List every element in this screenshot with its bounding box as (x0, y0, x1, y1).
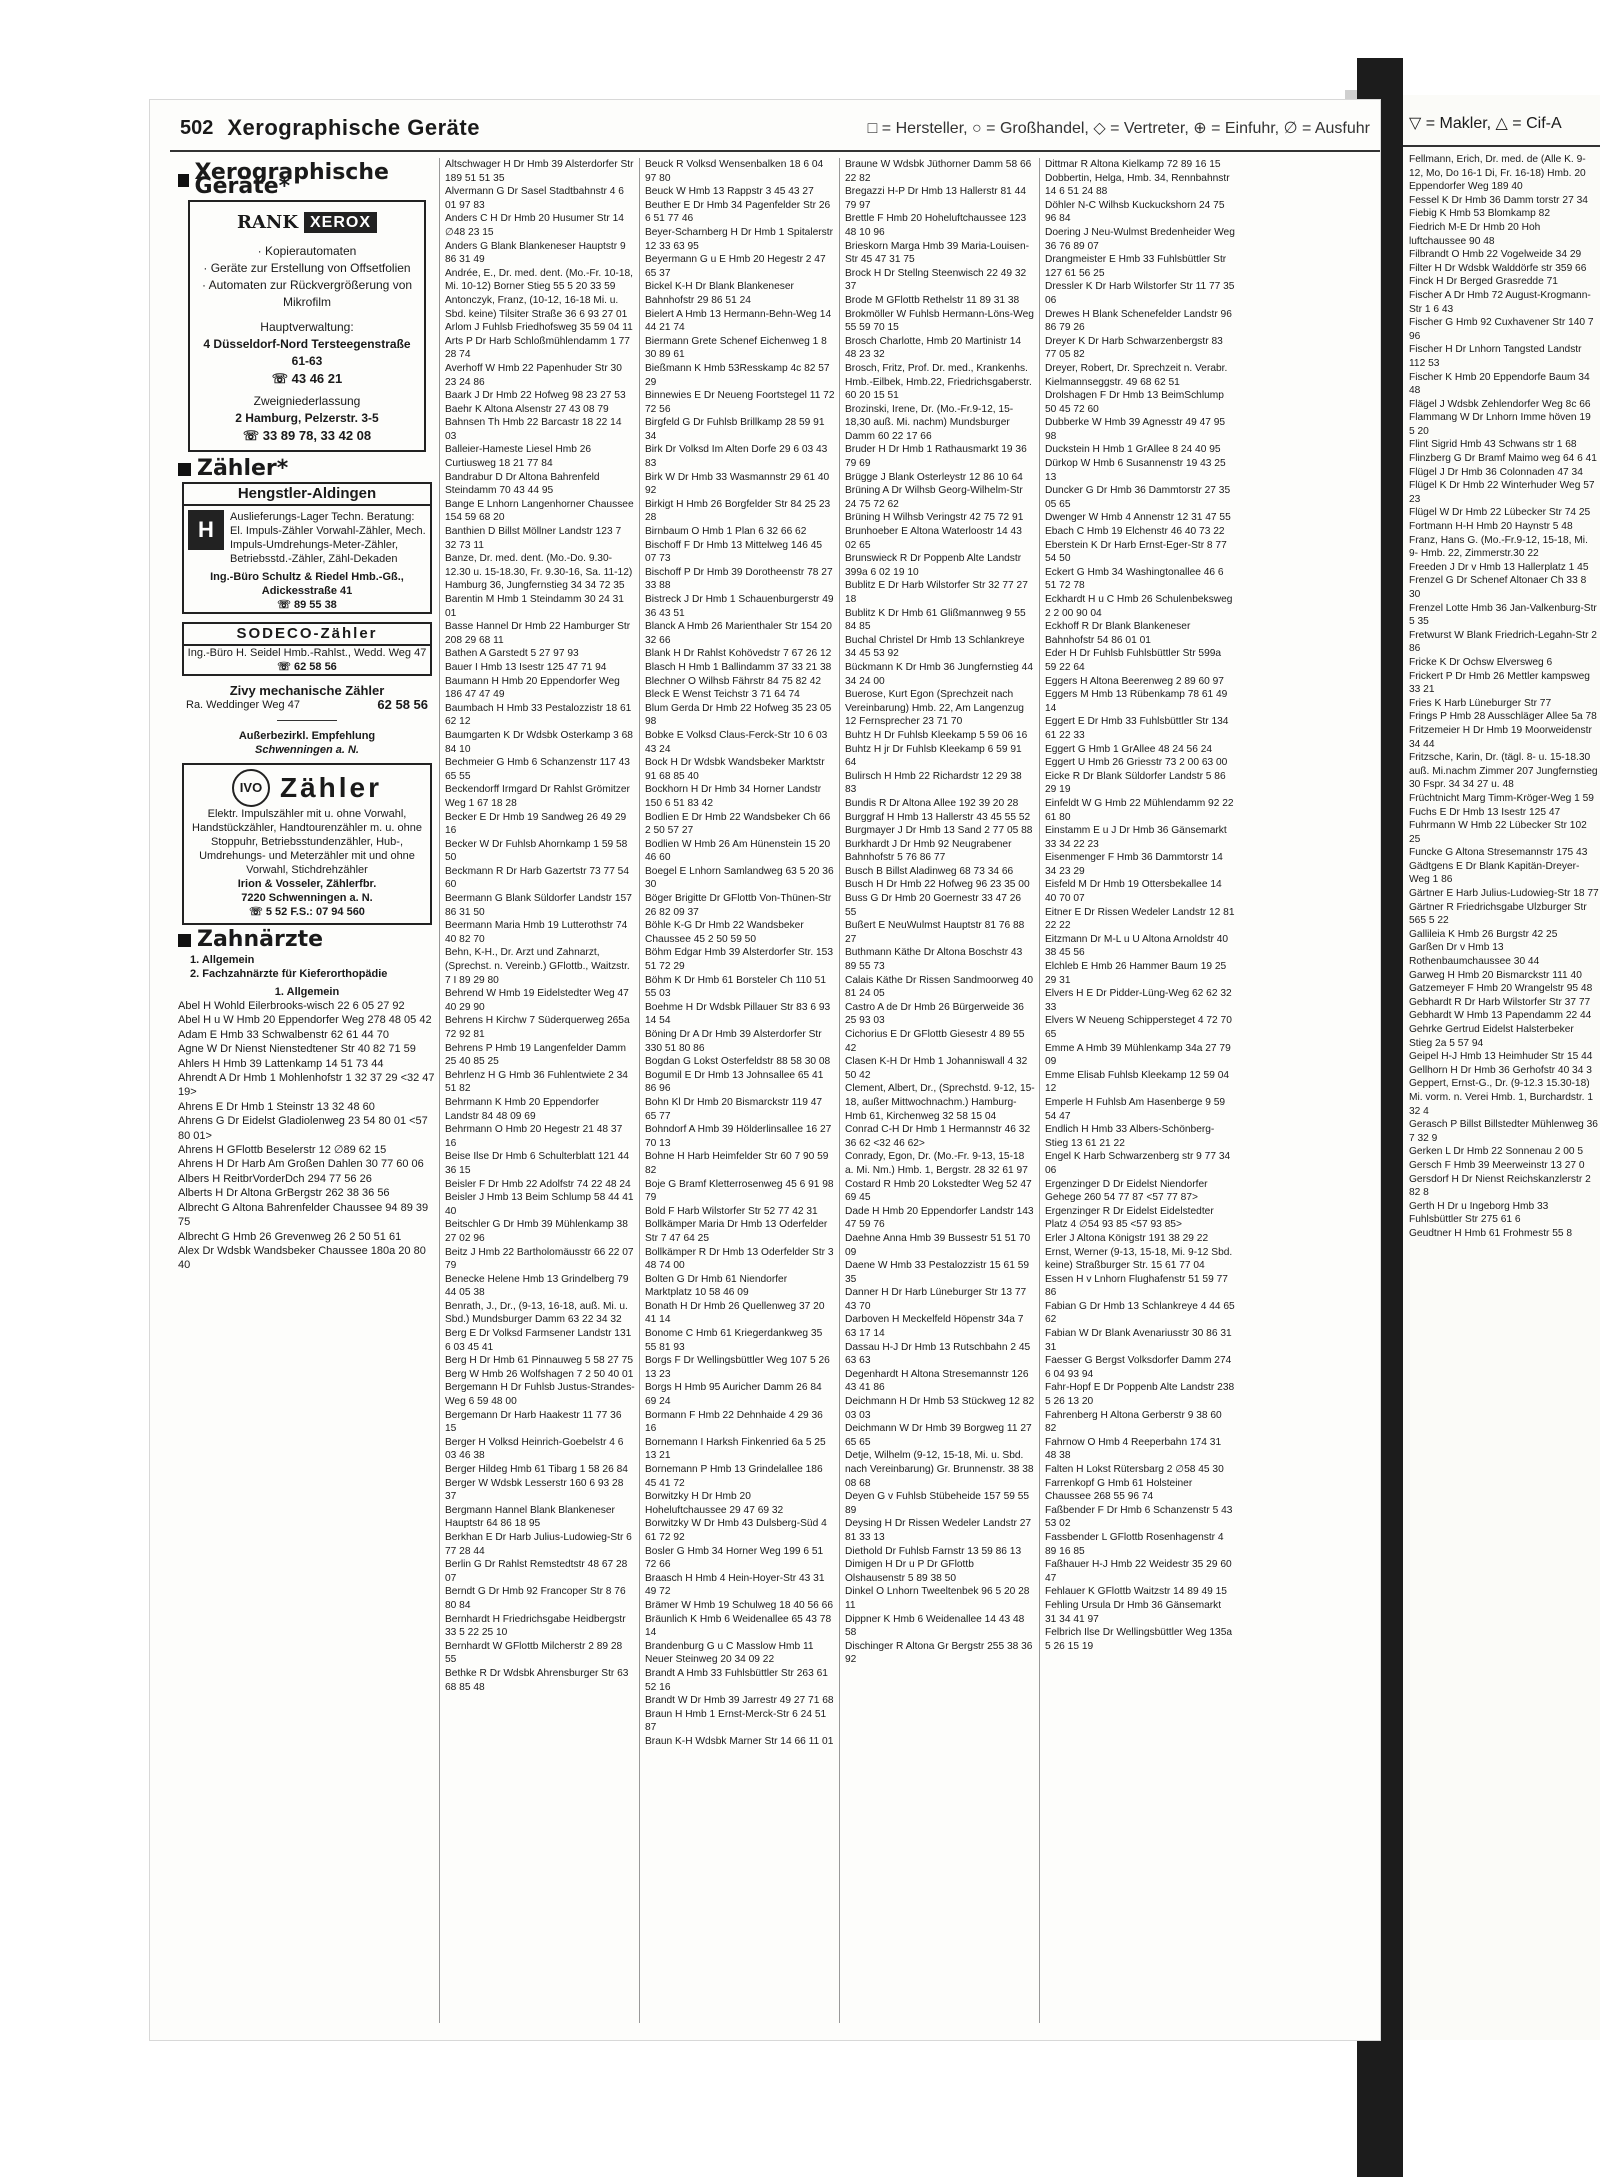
sodeco-ad (182, 622, 432, 676)
section-square-icon (178, 934, 191, 947)
zivy-phone: 62 58 56 (377, 697, 428, 712)
column-6 (1409, 153, 1599, 1241)
vo-phone: ☏ 5 52 F.S.: 07 94 560 (249, 906, 365, 918)
hengstler-office: Ing.-Büro Schultz & Riedel Hmb.-Gß., Adickesstraße 41 (210, 571, 404, 597)
hengstler-phone: ☏ 89 55 38 (277, 599, 337, 611)
rank-products: · Kopierautomaten · Geräte zur Erstellung von Offsetfolien · Automaten zur Rückvergrößerung von Mikrofilm (201, 244, 413, 309)
hengstler-body: Auslieferungs-Lager Techn. Beratung: El. Impuls-Zähler Vorwahl-Zähler, Mech. Impuls-Umdrehungs-Meter-Zähler, Betriebsstd.-Zähler, Zähl-Dekaden (230, 511, 426, 565)
page-header (180, 112, 1370, 144)
divider (277, 720, 337, 721)
column-rule (439, 158, 440, 2023)
section-square-icon (178, 463, 191, 476)
vo-body: Elektr. Impulszähler mit u. ohne Vorwahl, Handstückzähler, Handtourenzähler m. u. ohne Stoppuhr, Betriebsstundenzähler, Hub-, Umdrehungs- und Meterzähler mit und ohne Vorwahl, Stichdrehzähler (192, 808, 422, 876)
branch-address: 2 Hamburg, Pelzerstr. 3-5 (235, 411, 379, 425)
zahn-entries: Abel H Wohld Eilerbrooks-wisch 22 6 05 27 92 Abel H u W Hmb 20 Eppendorfer Weg 278 48 05 42 Adam E Hmb 33 Schwalbenstr 62 61 44 70 Agne W Dr Nienst Nienstedtener Str 40 82 71 59 Ahlers H Hmb 39 Lattenkamp 14 51 73 44 Ahrendt A Dr Hmb 1 Mohlenhofstr 1 32 37 29 <32 47 19> Ahrens E Dr Hmb 1 Steinstr 13 32 48 60 Ahrens G Dr Eidelst Gladiolenweg 23 54 80 01 <57 80 01> Ahrens H GFlottb Beselerstr 12 ∅89 62 15 Ahrens H Dr Harb Am Großen Dahlen 30 77 60 06 Albers H ReitbrVorderDch 294 77 56 26 Alberts H Dr Altona GrBergstr 262 38 36 56 Albrecht G Altona Bahrenfelder Chaussee 94 89 39 75 Albrecht G Hmb 26 Grevenweg 26 2 50 51 61 Alex Dr Wdsbk Wandsbeker Chaussee 180a 20 80 40 (178, 1000, 435, 1272)
hq-label: Hauptverwaltung: (260, 320, 354, 334)
vo-head (190, 769, 424, 807)
ausser-empfehlung: Außerbezirkl. Empfehlung (238, 730, 376, 742)
vo-city: 7220 Schwenningen a. N. (241, 892, 373, 904)
header-legend: □ = Hersteller, ○ = Großhandel, ◇ = Vertreter, ⊕ = Einfuhr, ∅ = Ausfuhr (867, 120, 1370, 137)
hq-address: 4 Düsseldorf-Nord Tersteegenstraße 61-63 (203, 337, 411, 368)
branch-phone: ☏ 33 89 78, 33 42 08 (242, 428, 372, 443)
column-4 (845, 158, 1035, 2028)
listing-text: Altschwager H Dr Hmb 39 Alsterdorfer Str 189 51 51 35 Alvermann G Dr Sasel Stadtbahnstr 4 6 01 97 83 Anders C H Dr Hmb 20 Husumer Str 14 ∅48 23 15 Anders G Blank Blankeneser Hauptstr 9 86 31 49 Andrée, E., Dr. med. dent. (Mo.-Fr. 10-18, Mi. 10-12) Borner Stieg 55 5 20 33 59 Antonczyk, Franz, (10-12, 16-18 Mi. u. Sbd. keine) Tilsiter Straße 36 6 93 27 01 Arlom J Fuhlsb Friedhofsweg 35 59 04 11 Arts P Dr Harb Schloßmühlendamm 1 77 28 74 Averhoff W Hmb 22 Papenhuder Str 30 23 24 86 Baark J Dr Hmb 22 Hofweg 98 23 27 53 Baehr K Altona Alsenstr 27 43 08 79 Bahnsen Th Hmb 22 Barcastr 18 22 14 03 Balleier-Hameste Liesel Hmb 26 Curtiusweg 18 21 77 84 Bandrabur D Dr Altona Bahrenfeld Steindamm 70 43 44 95 Bange E Lnhorn Langenhorner Chaussee 154 59 68 20 Banthien D Billst Möllner Landstr 123 7 32 73 11 Banze, Dr. med. dent. (Mo.-Do. 9.30-12.30 u. 15-18.30, Fr. 9.30-16, Sa. 11-12) Hamburg 36, Jungfernstieg 34 34 72 35 Barentin M Hmb 1 Steindamm 30 24 31 01 Basse Hannel Dr Hmb 22 Hamburger Str 208 29 68 11 Bathen A Garstedt 5 27 97 93 Bauer I Hmb 13 Isestr 125 47 71 94 Baumann H Hmb 20 Eppendorfer Weg 186 47 47 49 Baumbach H Hmb 33 Pestalozzistr 18 61 62 12 Baumgarten K Dr Wdsbk Osterkamp 3 68 84 10 Bechmeier G Hmb 6 Schanzenstr 117 43 65 55 Beckendorff Irmgard Dr Rahlst Grömitzer Weg 1 67 18 28 Becker E Dr Hmb 19 Sandweg 26 49 29 16 Becker W Dr Fuhlsb Ahornkamp 1 59 58 50 Beckmann R Dr Harb Gazertstr 73 77 54 60 Beermann G Blank Süldorfer Landstr 157 86 31 50 Beermann Maria Hmb 19 Lutterothstr 74 40 82 70 Behn, K-H., Dr. Arzt und Zahnarzt, (Sprechst. n. Vereinb.) GFlottb., Waitzstr. 7 I 89 29 80 Behrend W Hmb 19 Eidelstedter Weg 47 40 29 90 Behrens H Kirchw 7 Süderquerweg 265a 72 92 81 Behrens P Hmb 19 Langenfelder Damm 25 40 85 25 Behrlenz H G Hmb 36 Fuhlentwiete 2 34 51 82 Behrmann K Hmb 20 Eppendorfer Landstr 84 48 09 69 Behrmann O Hmb 20 Hegestr 21 48 37 16 Beise Ilse Dr Hmb 6 Schulterblatt 121 44 36 15 Beisler F Dr Hmb 22 Adolfstr 74 22 48 24 Beisler J Hmb 13 Beim Schlump 58 44 41 40 Beitschler G Dr Hmb 39 Mühlenkamp 38 27 02 96 Beitz J Hmb 22 Bartholomäusstr 66 22 07 79 Benecke Helene Hmb 13 Grindelberg 79 44 05 38 Benrath, J., Dr., (9-13, 16-18, auß. Mi. u. Sbd.) Mundsburger Damm 63 22 34 32 Berg E Dr Volksd Farmsener Landstr 131 6 03 45 41 Berg H Dr Hmb 61 Pinnauweg 5 58 27 75 Berg W Hmb 26 Wolfshagen 7 2 50 40 01 Bergemann H Dr Fuhlsb Justus-Strandes-Weg 6 59 48 00 Bergemann Dr Harb Haakestr 11 77 36 15 Berger H Volksd Heinrich-Goebelstr 4 6 03 46 38 Berger Hildeg Hmb 61 Tibarg 1 58 26 84 Berger W Wdsbk Lesserstr 160 6 93 28 37 Bergmann Hannel Blank Blankeneser Hauptstr 64 86 18 95 Berkhan E Dr Harb Julius-Ludowieg-Str 6 77 28 44 Berlin G Dr Rahlst Remstedtstr 48 67 28 07 Berndt G Dr Hmb 92 Francoper Str 8 76 80 84 Bernhardt H Friedrichsgabe Heidbergstr 33 5 22 25 10 Bernhardt W GFlottb Milcherstr 2 89 28 55 Bethke R Dr Wdsbk Ahrensburger Str 63 68 85 48 (445, 159, 635, 1693)
irion-vosseler-ad (182, 763, 432, 925)
header-rule (170, 150, 1380, 152)
zahn-subheading: 1. Allgemein (274, 986, 340, 998)
sodeco-body: Ing.-Büro H. Seidel Hmb.-Rahlst., Wedd. Weg 47 (187, 647, 427, 659)
rank-xerox-logo (196, 212, 418, 233)
zivy-address: Ra. Weddinger Weg 47 (186, 699, 300, 711)
hengstler-ad (182, 482, 432, 614)
listing-text: Beuck R Volksd Wensenbalken 18 6 04 97 80 Beuck W Hmb 13 Rappstr 3 45 43 27 Beuther E Dr Hmb 34 Pagenfelder Str 26 6 51 77 46 Beyer-Scharnberg H Dr Hmb 1 Spitalerstr 12 33 63 95 Beyermann G u E Hmb 20 Hegestr 2 47 65 37 Bickel K-H Dr Blank Blankeneser Bahnhofstr 29 86 51 24 Bielert A Hmb 13 Hermann-Behn-Weg 14 44 21 74 Biermann Grete Schenef Eichenweg 1 8 30 89 61 Bießmann K Hmb 53Resskamp 4c 82 57 29 Binnewies E Dr Neueng Foortstegel 11 72 72 56 Birgfeld G Dr Fuhlsb Brillkamp 28 59 91 34 Birk Dr Volksd Im Alten Dorfe 29 6 03 43 83 Birk W Dr Hmb 33 Wasmannstr 29 61 40 92 Birkigt H Hmb 26 Borgfelder Str 84 25 23 28 Birnbaum O Hmb 1 Plan 6 32 66 62 Bischoff F Dr Hmb 13 Mittelweg 146 45 07 73 Bischoff P Dr Hmb 39 Dorotheenstr 78 27 33 88 Bistreck J Dr Hmb 1 Schauenburgerstr 49 36 43 51 Blanck A Hmb 26 Marienthaler Str 154 20 32 66 Blank H Dr Rahlst Kohövedstr 7 67 26 12 Blasch H Hmb 1 Ballindamm 37 33 21 38 Blechner O Wilhsb Fährstr 84 75 82 42 Bleck E Wenst Teichstr 3 71 64 74 Blum Gerda Dr Hmb 22 Hofweg 35 23 05 98 Bobke E Volksd Claus-Ferck-Str 10 6 03 43 24 Bock H Dr Wdsbk Wandsbeker Marktstr 91 68 85 40 Bockhorn H Dr Hmb 34 Horner Landstr 150 6 51 83 42 Bodlien E Dr Hmb 22 Wandsbeker Ch 66 2 50 57 27 Bodlien W Hmb 26 Am Hünenstein 15 20 46 60 Boegel E Lnhorn Samlandweg 63 5 20 36 30 Böger Brigitte Dr GFlottb Von-Thünen-Str 26 82 09 37 Böhle K-G Dr Hmb 22 Wandsbeker Chaussee 45 2 50 59 50 Böhm Edgar Hmb 39 Alsterdorfer Str. 153 51 72 29 Böhm K Dr Hmb 61 Borsteler Ch 110 51 55 03 Boehme H Dr Wdsbk Pillauer Str 83 6 93 14 54 Böning Dr A Dr Hmb 39 Alsterdorfer Str 330 51 80 86 Bogdan G Lokst Osterfeldstr 88 58 30 08 Bogumil E Dr Hmb 13 Johnsallee 65 41 86 96 Bohn Kl Dr Hmb 20 Bismarckstr 119 47 65 77 Bohndorf A Hmb 39 Hölderlinsallee 16 27 70 13 Bohne H Harb Heimfelder Str 60 7 90 59 82 Boje G Bramf Kletterrosenweg 45 6 91 98 79 Bold F Harb Wilstorfer Str 52 77 42 31 Bollkämper Maria Dr Hmb 13 Oderfelder Str 7 47 64 25 Bollkämper R Dr Hmb 13 Oderfelder Str 3 48 74 00 Bolten G Dr Hmb 61 Niendorfer Marktplatz 10 58 46 09 Bonath H Dr Hmb 26 Quellenweg 37 20 41 14 Bonome C Hmb 61 Kriegerdankweg 35 55 81 93 Borgs F Dr Wellingsbüttler Weg 107 5 26 13 23 Borgs H Hmb 95 Auricher Damm 26 84 69 24 Bormann F Hmb 22 Dehnhaide 4 29 36 16 Bornemann I Harksh Finkenried 6a 5 25 13 21 Bornemann P Hmb 13 Grindelallee 186 45 41 72 Borwitzky H Dr Hmb 20 Hoheluftchaussee 29 47 69 32 Borwitzky W Dr Hmb 43 Dulsberg-Süd 4 61 72 92 Bosler G Hmb 34 Horner Weg 199 6 51 72 66 Braasch H Hmb 4 Hein-Hoyer-Str 43 31 49 72 Brämer W Hmb 19 Schulweg 18 40 56 66 Bräunlich K Hmb 6 Weidenallee 65 43 78 14 Brandenburg G u C Masslow Hmb 11 Neuer Steinweg 20 34 09 22 Brandt A Hmb 33 Fuhlsbüttler Str 263 61 52 16 Brandt W Dr Hmb 39 Jarrestr 49 27 71 68 Braun H Hmb 1 Ernst-Merck-Str 6 24 51 87 Braun K-H Wdsbk Marner Str 14 66 11 01 (645, 159, 835, 1747)
section-square-icon (178, 174, 189, 187)
left-page (150, 100, 1380, 2040)
xerox-brand: XEROX (304, 212, 377, 233)
hq-phone: ☏ 43 46 21 (271, 371, 343, 386)
zivy-title: Zivy mechanische Zähler (229, 683, 385, 698)
right-header-legend: ▽ = Makler, △ = Cif-A (1409, 115, 1562, 132)
vo-company: Irion & Vosseler, Zählerfbr. (237, 878, 377, 890)
right-page (1403, 95, 1600, 2040)
column-1 (178, 158, 436, 2028)
zahn-toc: 1. Allgemein 2. Fachzahnärzte für Kieferorthopädie (190, 954, 388, 980)
listing-text: Fellmann, Erich, Dr. med. de (Alle K. 9-12, Mo, Do 16-1 Di, Fr. 16-18) Hmb. 20 Eppendorfer Weg 189 40 Fessel K Dr Hmb 36 Damm torstr 27 34 Fiebig K Hmb 53 Blomkamp 82 Fiedrich M-E Dr Hmb 20 Hoh luftchaussee 90 48 Filbrandt O Hmb 22 Vogelweide 34 29 Filter H Dr Wdsbk Walddörfe str 359 66 Finck H Dr Berged Grasredde 71 Fischer A Dr Hmb 72 August-Krogmann-Str 1 6 43 Fischer G Hmb 92 Cuxhavener Str 140 7 96 Fischer H Dr Lnhorn Tangsted Landstr 112 53 Fischer K Hmb 20 Eppendorfe Baum 34 48 Flägel J Wdsbk Zehlendorfer Weg 8c 66 Flammang W Dr Lnhorn Imme höven 19 5 20 Flint Sigrid Hmb 43 Schwans str 1 68 Flinzberg G Dr Bramf Maimo weg 64 6 41 Flügel J Dr Hmb 36 Colonnaden 47 34 Flügel K Dr Hmb 22 Winterhuder Weg 57 23 Flügel W Dr Hmb 22 Lübecker Str 74 25 Fortmann H-H Hmb 20 Haynstr 5 48 Franz, Hans G. (Mo.-Fr.9-12, 15-18, Mi. 9- Hmb. 22, Zimmerstr.30 22 Freeden J Dr v Hmb 13 Hallerplatz 1 45 Frenzel G Dr Schenef Altonaer Ch 33 8 30 Frenzel Lotte Hmb 36 Jan-Valkenburg-Str 5 35 Fretwurst W Blank Friedrich-Legahn-Str 2 86 Fricke K Dr Ochsw Elversweg 6 Frickert P Dr Hmb 26 Mettler kampsweg 33 21 Fries K Harb Lüneburger Str 77 Frings P Hmb 28 Ausschläger Allee 5a 78 Fritzemeier H Dr Hmb 19 Moorweidenstr 34 44 Fritzsche, Karin, Dr. (tägl. 8- u. 15-18.30 auß. Mi.nachm Zimmer 207 Jungfernstieg 30 Fspr. 34 34 27 u. 48 Früchtnicht Marg Timm-Kröger-Weg 1 59 Fuchs E Dr Hmb 13 Isestr 125 47 Fuhrmann W Hmb 22 Lübecker Str 102 25 Funcke G Altona Stresemannstr 175 43 Gädtgens E Dr Blank Kapitän-Dreyer-Weg 1 86 Gärtner E Harb Julius-Ludowieg-Str 18 77 Gärtner R Friedrichsgabe Ulzburger Str 565 5 22 Gallileia K Hmb 26 Burgstr 42 25 Garßen Dr v Hmb 13 Rothenbaumchaussee 30 44 Garweg H Hmb 20 Bismarckstr 111 40 Gatzemeyer F Hmb 20 Wrangelstr 95 48 Gebhardt R Dr Harb Wilstorfer Str 37 77 Gebhardt W Hmb 13 Papendamm 22 44 Gehrke Gertrud Eidelst Halsterbeker Stieg 2a 5 57 94 Geipel H-J Hmb 13 Heimhuder Str 15 44 Gellhorn H Dr Hmb 36 Gerhofstr 40 34 3 Geppert, Ernst-G., Dr. (9-12.3 15.30-18) Mi. vorm. n. Verei Hmb. 1, Burchardstr. 1 32 4 Gerasch P Billst Billstedter Mühlenweg 36 7 32 9 Gerken L Dr Hmb 22 Sonnenau 2 00 5 Gersch F Hmb 39 Meerweinstr 13 27 0 Gersdorf H Dr Nienst Reichskanzlerstr 2 82 8 Gerth H Dr u Ingeborg Hmb 33 Fuhlsbüttler Str 275 61 6 Geudtner H Hmb 61 Frohmestr 55 8 (1409, 154, 1599, 1239)
header-rule (1403, 145, 1600, 147)
vo-title: Zähler (279, 772, 383, 803)
hengstler-logo-icon: H (188, 510, 224, 550)
column-2 (445, 158, 635, 2028)
column-rule (1039, 158, 1040, 2023)
column-rule (839, 158, 840, 2023)
sodeco-phone: ☏ 62 58 56 (277, 661, 337, 673)
column-3 (645, 158, 835, 2028)
listing-text: Dittmar R Altona Kielkamp 72 89 16 15 Dobbertin, Helga, Hmb. 34, Rennbahnstr 14 6 51 24 88 Döhler N-C Wilhsb Kuckuckshorn 24 75 96 84 Doering J Neu-Wulmst Bredenheider Weg 36 76 89 07 Drangmeister E Hmb 33 Fuhlsbüttler Str 127 61 56 25 Dressler K Dr Harb Wilstorfer Str 11 77 35 06 Drewes H Blank Schenefelder Landstr 96 86 79 26 Dreyer K Dr Harb Schwarzenbergstr 83 77 05 82 Dreyer, Robert, Dr. Sprechzeit n. Verabr. Kielmannseggstr. 49 68 62 51 Drolshagen F Dr Hmb 13 BeimSchlump 50 45 72 60 Dubberke W Hmb 39 Agnesstr 49 47 95 98 Duckstein H Hmb 1 GrAllee 8 24 40 95 Dürkop W Hmb 6 Susannenstr 19 43 25 13 Duncker G Dr Hmb 36 Dammtorstr 27 35 05 65 Dwenger W Hmb 4 Annenstr 12 31 47 55 Ebach C Hmb 19 Elchenstr 46 40 73 22 Eberstein K Dr Harb Ernst-Eger-Str 8 77 54 50 Eckert G Hmb 34 Washingtonallee 46 6 51 72 78 Eckhardt H u C Hmb 26 Schulenbeksweg 2 2 00 90 04 Eckhoff R Dr Blank Blankeneser Bahnhofstr 54 86 01 01 Eder H Dr Fuhlsb Fuhlsbüttler Str 599a 59 22 64 Eggers H Altona Beerenweg 2 89 60 97 Eggers M Hmb 13 Rübenkamp 78 61 49 14 Eggert E Dr Hmb 33 Fuhlsbüttler Str 134 61 22 33 Eggert G Hmb 1 GrAllee 48 24 56 24 Eggert U Hmb 26 Griesstr 73 2 00 63 00 Eicke R Dr Blank Süldorfer Landstr 5 86 29 19 Einfeldt W G Hmb 22 Mühlendamm 92 22 61 80 Einstamm E u J Dr Hmb 36 Gänsemarkt 33 34 22 23 Eisenmenger F Hmb 36 Dammtorstr 14 34 23 29 Eisfeld M Dr Hmb 19 Ottersbekallee 14 40 70 07 Eitner E Dr Rissen Wedeler Landstr 12 81 22 22 Eitzmann Dr M-L u U Altona Arnoldstr 40 38 45 56 Elchleb E Hmb 26 Hammer Baum 19 25 29 31 Elvers H E Dr Pidder-Lüng-Weg 62 62 32 33 Elvers W Neueng Schippersteget 4 72 70 65 Emme A Hmb 39 Mühlenkamp 34a 27 79 09 Emme Elisab Fuhlsb Kleekamp 12 59 04 12 Emperle H Fuhlsb Am Hasenberge 9 59 54 47 Endlich H Hmb 33 Albers-Schönberg-Stieg 13 61 21 22 Engel K Harb Schwarzenberg str 9 77 34 06 Ergenzinger D Dr Eidelst Niendorfer Gehege 260 54 77 87 <57 77 87> Ergenzinger R Dr Eidelst Eidelstedter Platz 4 ∅54 93 85 <57 93 85> Erler J Altona Königstr 191 38 29 22 Ernst, Werner (9-13, 15-18, Mi. 9-12 Sbd. keine) Straßburger Str. 15 61 77 04 Essen H v Lnhorn Flughafenstr 51 59 77 86 Fabian G Dr Hmb 13 Schlankreye 4 44 65 62 Fabian W Dr Blank Avenariusstr 30 86 31 31 Faesser G Bergst Volksdorfer Damm 274 6 04 93 94 Fahr-Hopf E Dr Poppenb Alte Landstr 238 5 26 13 20 Fahrenberg H Altona Gerberstr 9 38 60 82 Fahrnow O Hmb 4 Reeperbahn 174 31 48 38 Falten H Lokst Rütersbarg 2 ∅58 45 30 Farrenkopf G Hmb 61 Holsteiner Chaussee 268 55 96 74 Faßbender F Dr Hmb 6 Schanzenstr 5 43 53 02 Fassbender L GFlottb Rosenhagenstr 4 89 16 85 Faßhauer H-J Hmb 22 Weidestr 35 29 60 47 Fehlauer K GFlottb Waitzstr 14 89 49 15 Fehling Ursula Dr Hmb 36 Gänsemarkt 31 34 41 97 Felbrich Ilse Dr Wellingsbüttler Weg 135a 5 26 15 19 (1045, 159, 1235, 1652)
ivo-logo-icon: IVO (232, 769, 270, 807)
section-heading-xerographische: Xerographische Geräte* (178, 166, 436, 194)
rank-brand: RANK (236, 212, 298, 233)
sodeco-title: SODECO-Zähler (184, 624, 430, 646)
hengstler-title: Hengstler-Aldingen (184, 484, 430, 506)
column-rule (639, 158, 640, 2023)
listing-text: Braune W Wdsbk Jüthorner Damm 58 66 22 82 Bregazzi H-P Dr Hmb 13 Hallerstr 81 44 79 97 Brettle F Hmb 20 Hoheluftchaussee 123 48 10 96 Brieskorn Marga Hmb 39 Maria-Louisen-Str 45 47 31 75 Brock H Dr Stellng Steenwisch 22 49 32 37 Brode M GFlottb Rethelstr 11 89 31 38 Brokmöller W Fuhlsb Hermann-Löns-Weg 55 59 70 15 Brosch Charlotte, Hmb 20 Martinistr 14 48 23 32 Brosch, Fritz, Prof. Dr. med., Krankenhs. Hmb.-Eilbek, Hmb.22, Friedrichsgaberstr. 60 20 15 51 Brozinski, Irene, Dr. (Mo.-Fr.9-12, 15-18,30 auß. Mi. nachm) Mundsburger Damm 60 22 17 66 Bruder H Dr Hmb 1 Rathausmarkt 19 36 79 69 Brügge J Blank Osterleystr 12 86 10 64 Brüning A Dr Wilhsb Georg-Wilhelm-Str 24 75 72 62 Brüning H Wilhsb Veringstr 42 75 72 91 Brunhoeber E Altona Waterloostr 14 43 02 65 Brunswieck R Dr Poppenb Alte Landstr 399a 6 02 19 10 Bublitz E Dr Harb Wilstorfer Str 32 77 27 18 Bublitz K Dr Hmb 61 Glißmannweg 9 55 84 85 Buchal Christel Dr Hmb 13 Schlankreye 34 45 53 92 Bückmann K Dr Hmb 36 Jungfernstieg 44 34 24 00 Buerose, Kurt Egon (Sprechzeit nach Vereinbarung) Hmb. 22, Am Langenzug 12 Fernsprecher 23 71 70 Buhtz H Dr Fuhlsb Kleekamp 5 59 06 16 Buhtz H jr Dr Fuhlsb Kleekamp 6 59 91 64 Bulirsch H Hmb 22 Richardstr 12 29 38 83 Bundis R Dr Altona Allee 192 39 20 28 Burggraf H Hmb 13 Hallerstr 43 45 55 52 Burgmayer J Dr Hmb 13 Sand 2 77 05 88 Burkhardt J Dr Hmb 92 Neugrabener Bahnhofstr 5 76 86 77 Busch B Billst Aladinweg 68 73 34 66 Busch H Dr Hmb 22 Hofweg 96 23 35 00 Buss G Dr Hmb 20 Goernestr 33 47 26 55 Bußert E NeuWulmst Hauptstr 81 76 88 27 Buthmann Käthe Dr Altona Boschstr 43 89 55 73 Calais Käthe Dr Rissen Sandmoorweg 40 81 24 05 Castro A de Dr Hmb 26 Bürgerweide 36 25 93 03 Cichorius E Dr GFlottb Giesestr 4 89 55 42 Clasen K-H Dr Hmb 1 Johanniswall 4 32 50 42 Clement, Albert, Dr., (Sprechstd. 9-12, 15-18, außer Mittwochnachm.) Hamburg-Hmb 61, Kirchenweg 32 58 15 04 Conrad C-H Dr Hmb 1 Hermannstr 46 32 36 62 <32 46 62> Conrady, Egon, Dr. (Mo.-Fr. 9-13, 15-18 a. Mi. Nm.) Hmb. 1, Bergstr. 28 32 61 97 Costard R Hmb 20 Lokstedter Weg 52 47 69 45 Dade H Hmb 20 Eppendorfer Landstr 143 47 59 76 Daehne Anna Hmb 39 Bussestr 51 51 70 09 Daene W Hmb 33 Pestalozzistr 15 61 59 35 Danner H Dr Harb Lüneburger Str 13 77 43 70 Darboven H Meckelfeld Höpenstr 34a 7 63 17 14 Dassau H-J Dr Hmb 13 Rutschbahn 2 45 63 63 Degenhardt H Altona Stresemannstr 126 43 41 86 Deichmann H Dr Hmb 53 Stückweg 12 82 03 03 Deichmann W Dr Hmb 39 Borgweg 11 27 65 65 Detje, Wilhelm (9-12, 15-18, Mi. u. Sbd. nach Vereinbarung) Gr. Brunnenstr. 38 38 08 68 Deyen G v Fuhlsb Stübeheide 157 59 55 89 Deysing H Dr Rissen Wedeler Landstr 27 81 33 13 Diethold Dr Fuhlsb Farnstr 13 59 86 13 Dimigen H Dr u P Dr GFlottb Olshausenstr 5 89 38 50 Dinkel O Lnhorn Tweeltenbek 96 5 20 28 11 Dippner K Hmb 6 Weidenallee 14 43 48 58 Dischinger R Altona Gr Bergstr 255 38 36 92 (845, 159, 1035, 1666)
branch-label: Zweigniederlassung (253, 394, 361, 408)
schwenningen-label: Schwenningen a. N. (255, 744, 359, 756)
column-5 (1045, 158, 1235, 2028)
page-number: 502 (180, 116, 214, 139)
page-title: Xerographische Geräte (227, 115, 480, 140)
rank-xerox-ad (188, 200, 426, 452)
section-heading-zahnaerzte: Zahnärzte (178, 933, 436, 947)
section-heading-zaehler: Zähler* (178, 462, 436, 476)
zivy-row (178, 698, 436, 712)
